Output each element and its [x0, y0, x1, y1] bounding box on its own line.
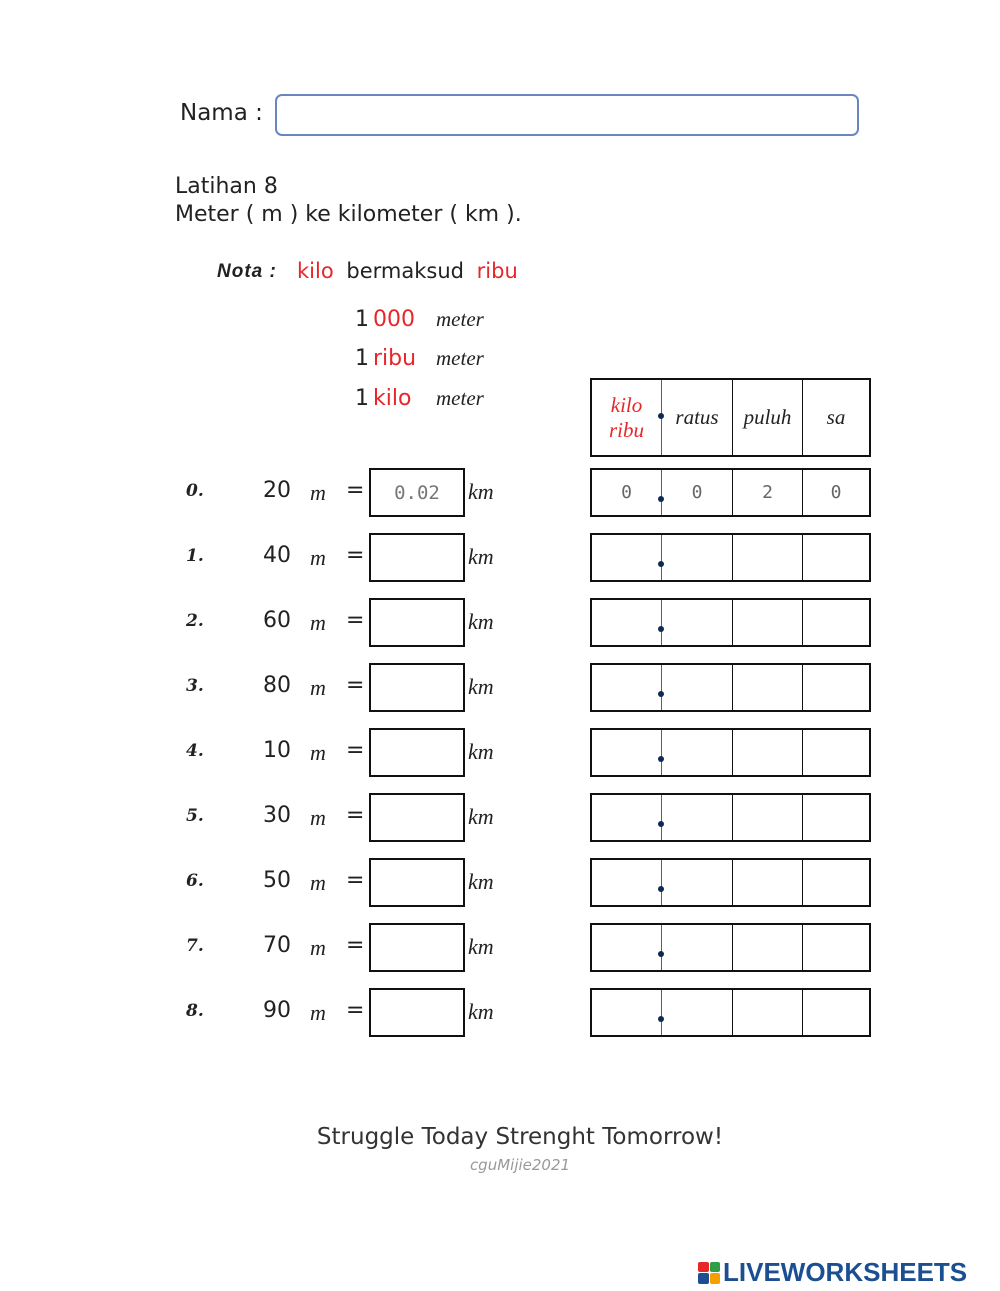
equivalence-unit: meter: [436, 386, 484, 410]
question-meters: 10: [263, 738, 291, 763]
question-number: 6.: [186, 871, 204, 891]
question-unit-km: km: [468, 609, 494, 634]
equivalence-value: ribu: [373, 346, 417, 371]
equals-sign: =: [346, 608, 365, 633]
digit-ratus[interactable]: [662, 860, 732, 905]
decimal-point: [658, 496, 664, 502]
equals-sign: =: [346, 543, 365, 568]
question-number: 5.: [186, 806, 204, 826]
question-meters: 40: [263, 543, 291, 568]
digit-text: 0: [621, 482, 632, 503]
digit-kilo[interactable]: [592, 730, 662, 775]
equals-sign: =: [346, 803, 365, 828]
digit-ratus[interactable]: [662, 665, 732, 710]
equals-sign: =: [346, 738, 365, 763]
place-value-row: [590, 793, 871, 842]
equals-sign: =: [346, 868, 365, 893]
question-meters: 50: [263, 868, 291, 893]
equivalence-number: 1: [355, 386, 369, 411]
equivalence-value: kilo: [373, 386, 412, 411]
place-value-row: [590, 663, 871, 712]
question-unit-m: m: [310, 480, 326, 505]
header-sa: sa: [802, 380, 869, 455]
equals-sign: =: [346, 478, 365, 503]
nota-ribu: ribu: [476, 259, 518, 283]
exercise-subtitle: Meter ( m ) ke kilometer ( km ).: [175, 202, 522, 227]
digit-sa[interactable]: [802, 990, 869, 1035]
question-unit-km: km: [468, 999, 494, 1024]
equivalence-row-3: [355, 386, 484, 411]
place-value-row: [590, 468, 871, 517]
equivalence-row-2: [355, 346, 484, 371]
question-number: 3.: [186, 676, 204, 696]
question-unit-m: m: [310, 805, 326, 830]
answer-box[interactable]: [369, 598, 465, 647]
decimal-point: [658, 886, 664, 892]
digit-puluh[interactable]: [732, 925, 802, 970]
digit-ratus[interactable]: [662, 925, 732, 970]
decimal-point: [658, 691, 664, 697]
digit-text: 0: [830, 482, 842, 503]
question-unit-m: m: [310, 870, 326, 895]
question-meters: 20: [263, 478, 291, 503]
question-number: 2.: [186, 611, 204, 631]
equivalence-row-1: [355, 307, 484, 332]
digit-kilo[interactable]: [592, 990, 662, 1035]
question-number: 8.: [186, 1001, 204, 1021]
place-value-row: [590, 728, 871, 777]
digit-ratus[interactable]: [662, 990, 732, 1035]
question-meters: 80: [263, 673, 291, 698]
digit-puluh[interactable]: [732, 600, 802, 645]
equivalence-value: 000: [373, 307, 415, 332]
nota-bermaksud: bermaksud: [346, 259, 464, 283]
digit-sa[interactable]: [802, 795, 869, 840]
digit-sa[interactable]: [802, 600, 869, 645]
header-kilo-ribu: [592, 380, 662, 455]
digit-sa[interactable]: [802, 665, 869, 710]
nota-line: [297, 259, 524, 283]
question-meters: 70: [263, 933, 291, 958]
place-value-row: [590, 858, 871, 907]
digit-puluh[interactable]: [732, 470, 802, 515]
digit-puluh[interactable]: [732, 795, 802, 840]
answer-box[interactable]: [369, 533, 465, 582]
question-meters: 90: [263, 998, 291, 1023]
answer-box[interactable]: [369, 988, 465, 1037]
question-meters: 30: [263, 803, 291, 828]
answer-box[interactable]: 0.02: [369, 468, 465, 517]
equivalence-number: 1: [355, 307, 369, 332]
place-value-header: [590, 378, 871, 457]
header-ratus-label: ratus: [675, 405, 719, 429]
question-unit-km: km: [468, 934, 494, 959]
question-number: 7.: [186, 936, 204, 956]
digit-puluh[interactable]: [732, 535, 802, 580]
digit-sa[interactable]: [802, 860, 869, 905]
digit-kilo[interactable]: [592, 535, 662, 580]
decimal-point: [658, 1016, 664, 1022]
answer-box[interactable]: [369, 793, 465, 842]
question-unit-km: km: [468, 674, 494, 699]
digit-puluh[interactable]: [732, 990, 802, 1035]
liveworksheets-logo: [698, 1257, 967, 1288]
equals-sign: =: [346, 933, 365, 958]
question-unit-m: m: [310, 740, 326, 765]
digit-text: 0: [691, 482, 703, 503]
brand-text: LIVEWORKSHEETS: [723, 1257, 968, 1287]
question-unit-km: km: [468, 544, 494, 569]
place-value-row: [590, 533, 871, 582]
digit-kilo[interactable]: [592, 795, 662, 840]
decimal-point: [658, 413, 664, 419]
question-number: 1.: [186, 546, 204, 566]
equivalence-unit: meter: [436, 307, 484, 331]
decimal-point: [658, 626, 664, 632]
digit-kilo[interactable]: [592, 470, 662, 515]
place-value-row: [590, 923, 871, 972]
header-ratus: [662, 380, 732, 455]
decimal-point: [658, 756, 664, 762]
digit-kilo[interactable]: [592, 925, 662, 970]
motto: Struggle Today Strenght Tomorrow!: [316, 1124, 724, 1150]
digit-ratus[interactable]: [662, 730, 732, 775]
digit-sa[interactable]: [802, 730, 869, 775]
signature: cguMijie2021: [469, 1156, 571, 1174]
name-input[interactable]: [275, 94, 859, 136]
question-unit-m: m: [310, 935, 326, 960]
question-meters: 60: [263, 608, 291, 633]
digit-text: 2: [762, 482, 773, 503]
nota-label: Nota :: [217, 261, 277, 282]
equals-sign: =: [346, 673, 365, 698]
answer-box[interactable]: [369, 858, 465, 907]
digit-ratus[interactable]: [662, 795, 732, 840]
header-puluh: puluh: [732, 380, 802, 455]
question-number: 4.: [186, 741, 204, 761]
digit-sa[interactable]: [802, 925, 869, 970]
digit-sa[interactable]: [802, 470, 869, 515]
answer-box[interactable]: [369, 923, 465, 972]
place-value-row: [590, 598, 871, 647]
digit-ratus[interactable]: [662, 535, 732, 580]
equals-sign: =: [346, 998, 365, 1023]
digit-puluh[interactable]: [732, 730, 802, 775]
question-unit-m: m: [310, 610, 326, 635]
place-value-row: [590, 988, 871, 1037]
digit-puluh[interactable]: [732, 860, 802, 905]
question-unit-m: m: [310, 1000, 326, 1025]
digit-kilo[interactable]: [592, 665, 662, 710]
exercise-title: Latihan 8: [175, 174, 278, 199]
digit-sa[interactable]: [802, 535, 869, 580]
digit-puluh[interactable]: [732, 665, 802, 710]
question-unit-m: m: [310, 675, 326, 700]
answer-box[interactable]: [369, 663, 465, 712]
digit-ratus[interactable]: [662, 600, 732, 645]
decimal-point: [658, 951, 664, 957]
decimal-point: [658, 561, 664, 567]
liveworksheets-icon: [698, 1262, 720, 1284]
equivalence-unit: meter: [436, 346, 484, 370]
name-label: Nama :: [180, 100, 263, 126]
question-unit-km: km: [468, 869, 494, 894]
answer-box[interactable]: [369, 728, 465, 777]
question-unit-m: m: [310, 545, 326, 570]
equivalence-number: 1: [355, 346, 369, 371]
question-unit-km: km: [468, 804, 494, 829]
nota-kilo: kilo: [297, 259, 334, 283]
digit-kilo[interactable]: [592, 600, 662, 645]
digit-ratus[interactable]: [662, 470, 732, 515]
question-unit-km: km: [468, 739, 494, 764]
decimal-point: [658, 821, 664, 827]
header-ribu: ribu: [608, 417, 644, 442]
header-kilo: kilo: [610, 392, 643, 417]
question-number: 0.: [186, 481, 204, 501]
digit-kilo[interactable]: [592, 860, 662, 905]
question-unit-km: km: [468, 479, 494, 504]
